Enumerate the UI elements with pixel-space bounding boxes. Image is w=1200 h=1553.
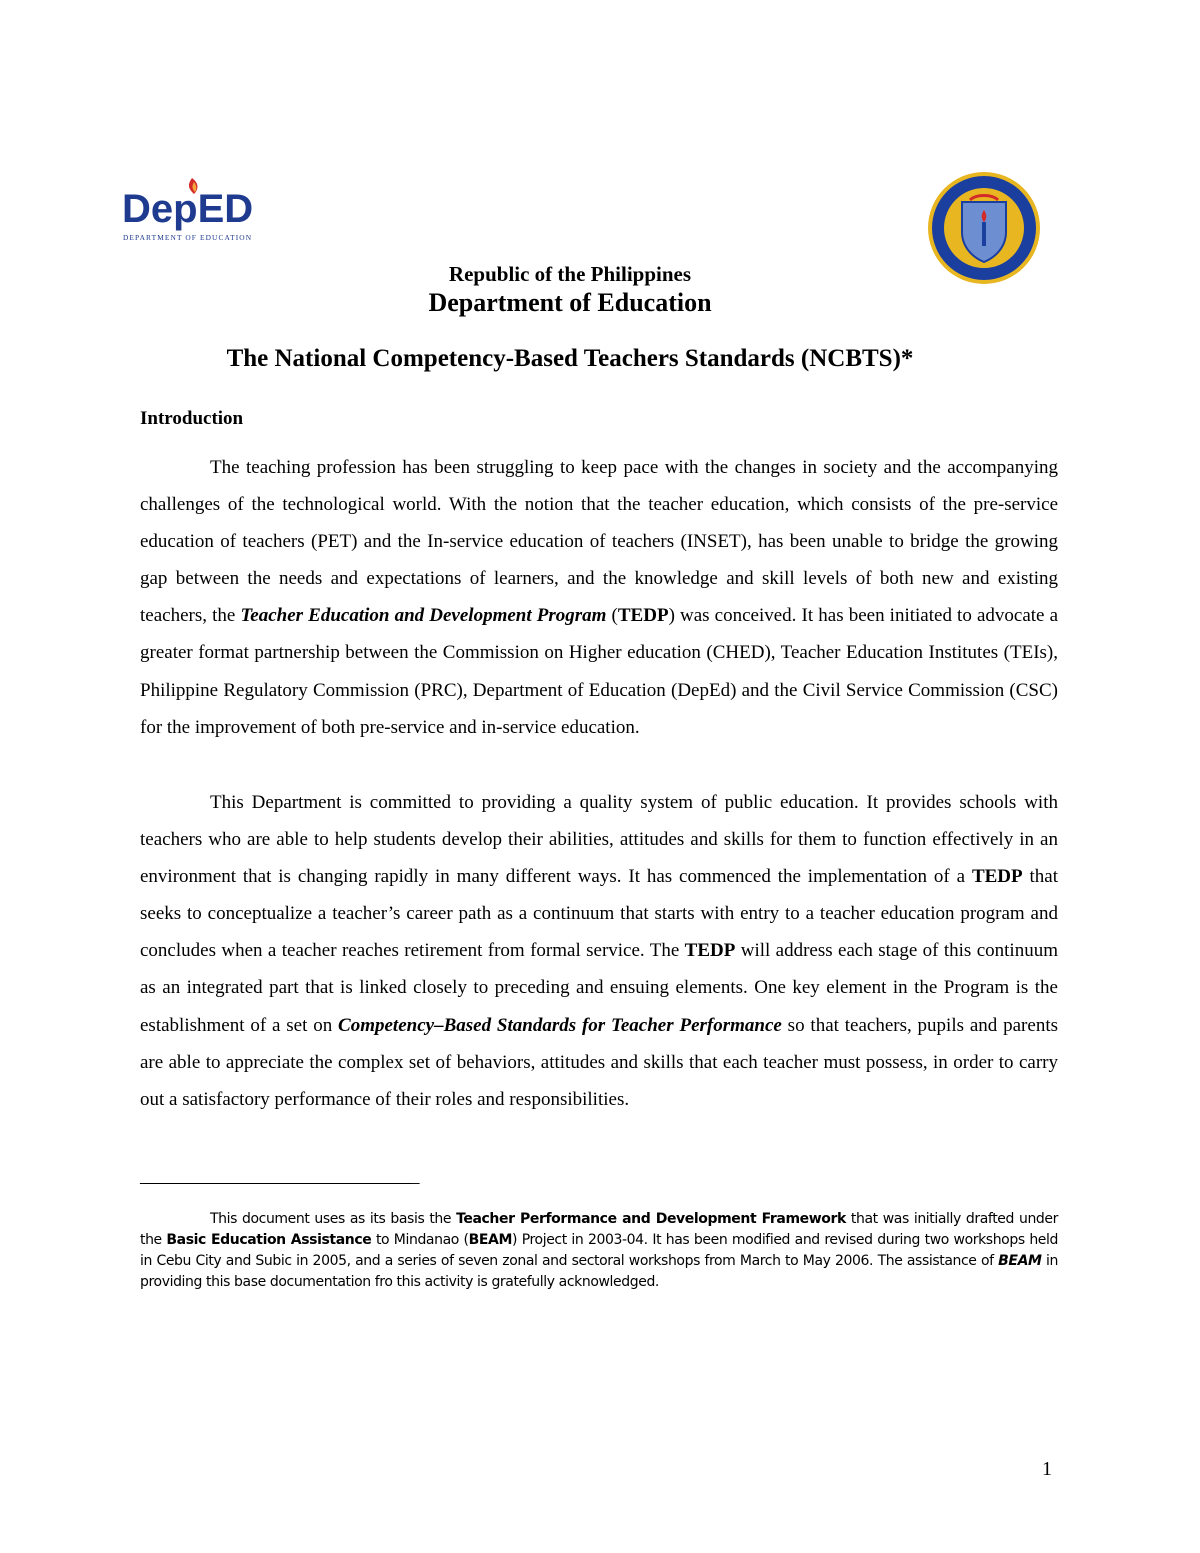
footnote-text: This document uses as its basis the: [210, 1211, 457, 1227]
beam-abbr: BEAM: [468, 1232, 513, 1248]
page-number: 1: [1042, 1458, 1052, 1480]
footnote-text: that was initially drafted under the: [140, 1211, 1058, 1248]
paragraph-text: that seeks to conceptualize a teacher’s career path as a continuum that starts with entry to a teacher education program and concludes when a teacher reaches retirement from formal service. The: [140, 866, 1058, 962]
footnote: [140, 1209, 1058, 1293]
introduction-heading: Introduction: [140, 408, 244, 429]
footnote-text: in providing this base documentation fro this activity is gratefully acknowledged.: [140, 1253, 1058, 1290]
document-title: The National Competency-Based Teachers Standards (NCBTS)*: [226, 345, 914, 372]
tedp-abbr: TEDP: [971, 866, 1023, 888]
tedp-name: Teacher Education and Development Program: [240, 605, 607, 627]
tedp-abbr: TEDP: [684, 940, 736, 962]
republic-heading: Republic of the Philippines: [448, 262, 692, 286]
tedp-abbr: TEDP: [617, 605, 669, 627]
footnote-text: to Mindanao (: [371, 1232, 469, 1248]
paragraph-text: This Department is committed to providing a quality system of public education. It provides schools with teachers who are able to help students develop their abilities, attitudes and skills for them to function effectively in an environment that is changing rapidly in many different ways. It has commenced the implementation of a: [140, 792, 1058, 888]
beam-abbr: BEAM: [998, 1253, 1042, 1269]
deped-logo-text: DepED: [122, 187, 254, 231]
deped-logo-subtext: DEPARTMENT OF EDUCATION: [123, 233, 253, 242]
paragraph-text: so that teachers, pupils and parents are able to appreciate the complex set of behaviors, attitudes and skills that each teacher must possess, in order to carry out a satisfactory performance of their roles and responsibilities.: [140, 1014, 1058, 1110]
introduction-paragraph-2: [140, 784, 1058, 1118]
paragraph-text: The teaching profession has been struggling to keep pace with the changes in society and the accompanying challenges of the technological world. With the notion that the teacher education, which consists of the pre-service education of teachers (PET) and the In-service education of teachers (INSET), has been unable to bridge the growing gap between the needs and expectations of learners, and the knowledge and skill levels of both new and existing teachers, the: [140, 457, 1058, 627]
paragraph-text: ) was conceived. It has been initiated to advocate a greater format partnership between the Commission on Higher education (CHED), Teacher Education Institutes (TEIs), Philippine Regulatory Commission (PRC), Department of Education (DepEd) and the Civil Service Commission (CSC) for the improvement of both pre-service and in-service education.: [140, 605, 1059, 738]
paragraph-text: (: [606, 605, 618, 627]
footnote-text: ) Project in 2003-04. It has been modified and revised during two workshops held in Cebu City and Subic in 2005, and a series of seven zonal and sectoral workshops from March to May 2006. The assistance of: [140, 1232, 1058, 1269]
paragraph-text: will address each stage of this continuum as an integrated part that is linked closely to preceding and ensuing elements. One key element in the Program is the establishment of a set on: [140, 940, 1058, 1036]
beam-full-name: Basic Education Assistance: [166, 1232, 372, 1248]
framework-name: Teacher Performance and Development Framework: [456, 1211, 846, 1227]
deped-logo: [120, 172, 270, 244]
department-heading: Department of Education: [428, 288, 712, 317]
introduction-paragraph-1: [140, 449, 1058, 746]
footnote-separator: ———————————————–: [140, 1172, 419, 1193]
standards-name: Competency–Based Standards for Teacher Performance: [338, 1014, 782, 1036]
